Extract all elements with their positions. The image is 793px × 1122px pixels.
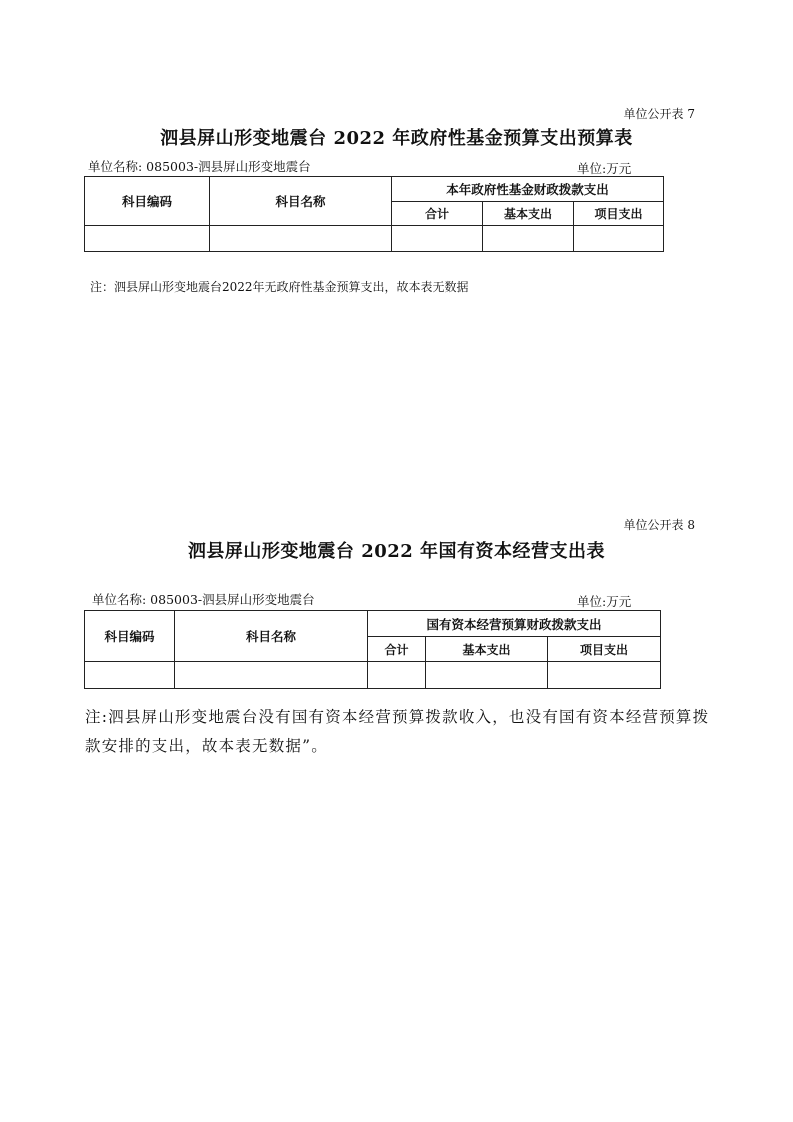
table-row (85, 662, 661, 689)
cell-project (548, 662, 661, 689)
cell-code (85, 662, 175, 689)
header-total: 合计 (392, 202, 483, 226)
header-project-expenditure: 项目支出 (548, 637, 661, 662)
header-subject-code: 科目编码 (85, 611, 175, 662)
table-row (85, 226, 664, 252)
header-group: 本年政府性基金财政拨款支出 (392, 177, 664, 202)
cell-basic (483, 226, 574, 252)
cell-code (85, 226, 210, 252)
table7-grid (84, 176, 664, 252)
header-subject-name: 科目名称 (175, 611, 368, 662)
table8-title: 泗县屏山形变地震台 2022 年国有资本经营支出表 (187, 541, 606, 562)
table7-title: 泗县屏山形变地震台 2022 年政府性基金预算支出预算表 (160, 128, 633, 149)
table8-note: 注:泗县屏山形变地震台没有国有资本经营预算拨款收入，也没有国有资本经营预算拨款安排的支出，故本表无数据”。 (85, 708, 710, 755)
cell-total (392, 226, 483, 252)
header-basic-expenditure: 基本支出 (483, 202, 574, 226)
table7-unit-label: 单位:万元 (577, 161, 632, 176)
table8-unit-label: 单位:万元 (577, 594, 632, 609)
table8-unit-name: 单位名称: 085003-泗县屏山形变地震台 (92, 592, 315, 607)
cell-project (574, 226, 664, 252)
cell-total (368, 662, 426, 689)
header-total: 合计 (368, 637, 426, 662)
header-subject-name: 科目名称 (210, 177, 392, 226)
header-project-expenditure: 项目支出 (574, 202, 664, 226)
header-group: 国有资本经营预算财政拨款支出 (368, 611, 661, 637)
table8-serial: 单位公开表 8 (623, 518, 695, 532)
header-subject-code: 科目编码 (85, 177, 210, 226)
table8-grid (84, 610, 661, 689)
table7-note: 注：泗县屏山形变地震台2022年无政府性基金预算支出，故本表无数据 (90, 280, 469, 294)
table7-serial: 单位公开表 7 (623, 107, 695, 121)
header-basic-expenditure: 基本支出 (426, 637, 548, 662)
table7-unit-name: 单位名称: 085003-泗县屏山形变地震台 (88, 159, 311, 174)
cell-basic (426, 662, 548, 689)
cell-name (210, 226, 392, 252)
cell-name (175, 662, 368, 689)
